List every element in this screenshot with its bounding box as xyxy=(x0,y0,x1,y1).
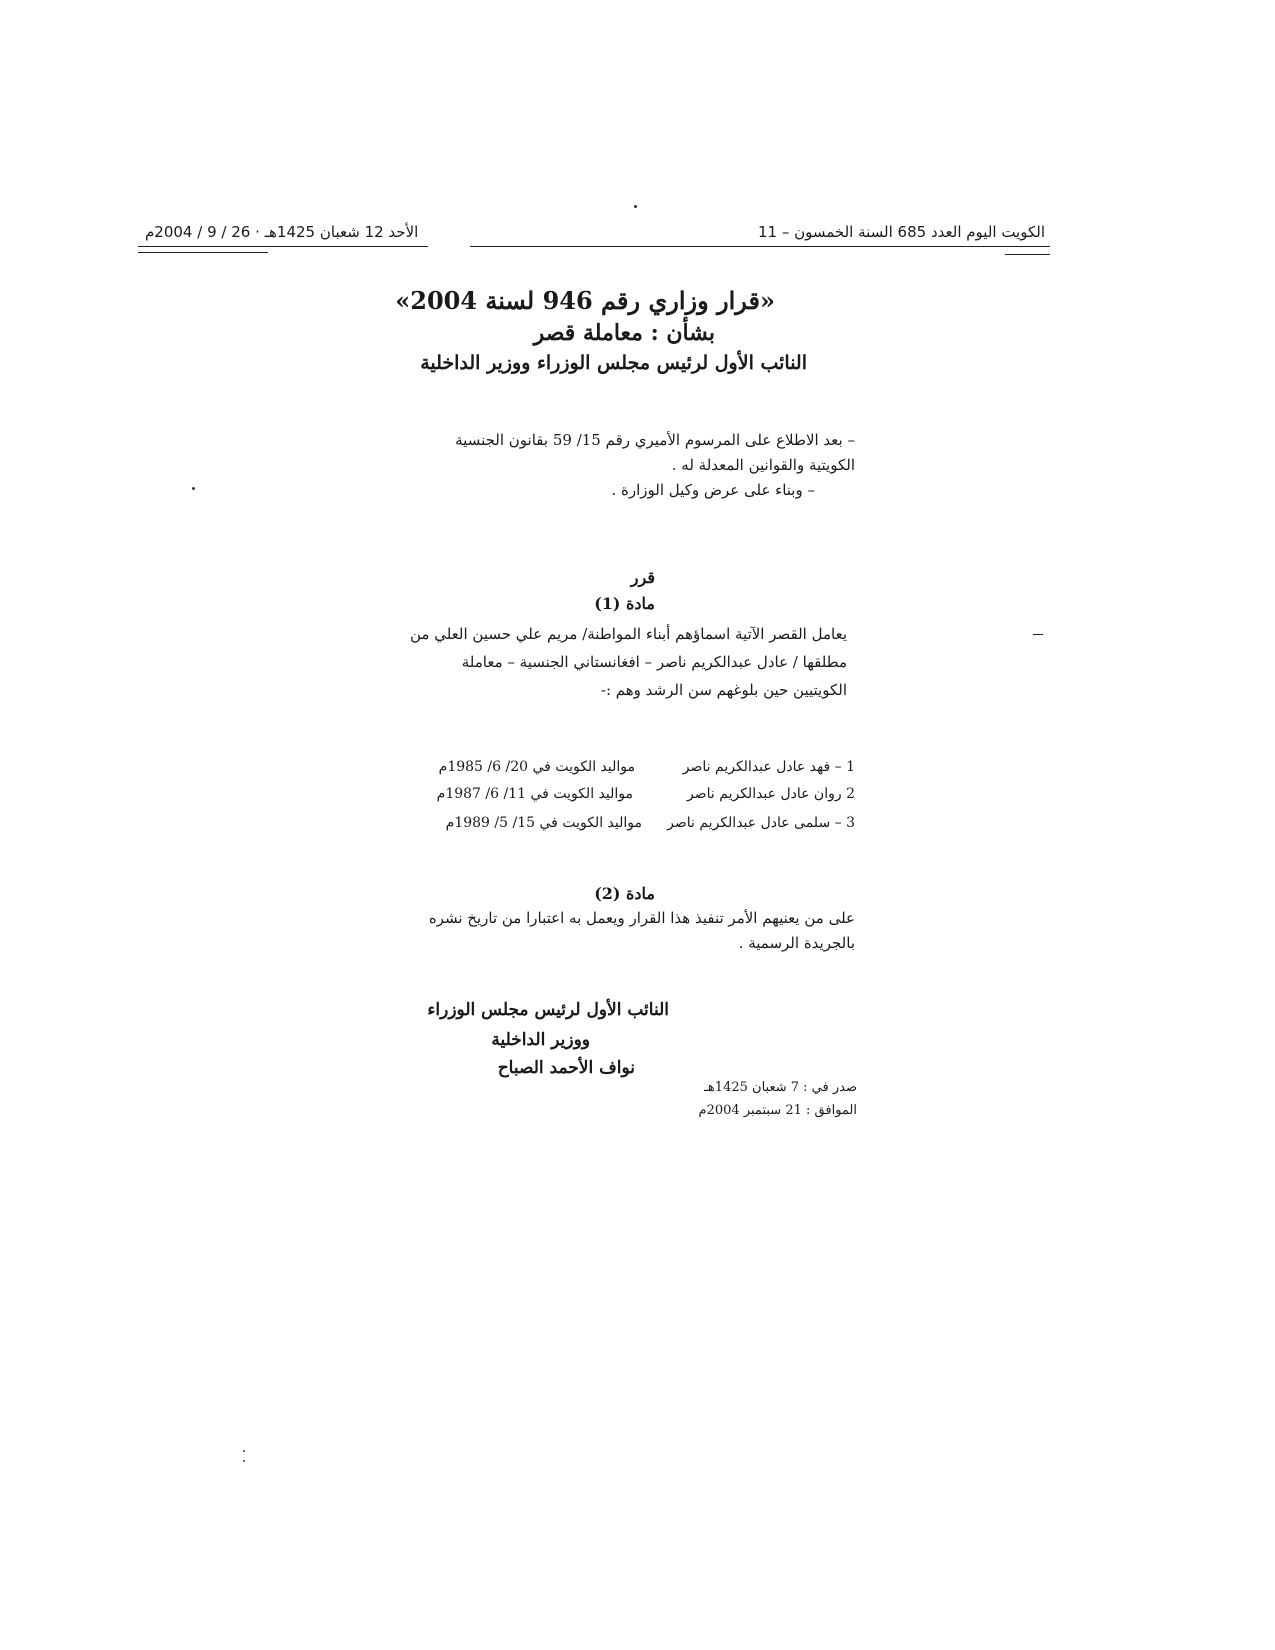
header-rule-left xyxy=(138,246,428,247)
issued-gregorian: الموافق : 21 سبتمبر 2004م xyxy=(698,1103,857,1118)
article-2-text: على من يعنيهم الأمر تنفيذ هذا القرار ويعمل به اعتبارا من تاريخ نشره بالجريدة الرسمية . xyxy=(428,909,855,952)
issued-hijri: صدر في : 7 شعبان 1425هـ xyxy=(704,1080,857,1095)
scan-speck xyxy=(634,205,637,208)
scan-speck-3 xyxy=(243,1450,245,1452)
person-2-birth: مواليد الكويت في 11/ 6/ 1987م xyxy=(436,786,633,802)
scan-speck-4 xyxy=(243,1460,245,1462)
header-rule-left-short xyxy=(138,252,268,253)
decided-heading: قرر xyxy=(630,568,655,587)
preamble-line-1: – بعد الاطلاع على المرسوم الأميري رقم 15/ 59 بقانون الجنسية الكويتية والقوانين المعدلة له . xyxy=(455,431,855,474)
article-1-heading: مادة (1) xyxy=(594,594,655,613)
person-2-name: 2 روان عادل عبدالكريم ناصر xyxy=(687,786,855,802)
header-rule-right-short xyxy=(1005,254,1050,255)
preamble xyxy=(425,428,855,503)
header-rule-right xyxy=(470,246,1050,247)
article-1-text: يعامل القصر الآتية اسماؤهم أبناء المواطنة/ مريم علي حسين العلي من مطلقها / عادل عبدالكريم ناصر – افغانستاني الجنسية – معاملة الكويتيين حين بلوغهم سن الرشد وهم :- xyxy=(409,625,847,699)
decree-subject: بشأن : معاملة قصر xyxy=(533,320,715,346)
signature-ministry: ووزير الداخلية xyxy=(491,1030,590,1050)
person-3-birth: مواليد الكويت في 15/ 5/ 1989م xyxy=(445,815,642,831)
scan-mark xyxy=(1033,634,1043,635)
header-publication-info: الكويت اليوم العدد 685 السنة الخمسون – 11 xyxy=(757,223,1045,241)
decree-issuer: النائب الأول لرئيس مجلس الوزراء ووزير الداخلية xyxy=(420,352,807,374)
article-2-heading: مادة (2) xyxy=(594,884,655,903)
decree-title: «قرار وزاري رقم 946 لسنة 2004» xyxy=(395,286,775,315)
person-1-name: 1 – فهد عادل عبدالكريم ناصر xyxy=(682,759,855,775)
scan-speck-2 xyxy=(192,487,195,490)
header-date: الأحد 12 شعبان 1425هـ · 26 / 9 / 2004م xyxy=(145,223,419,241)
person-3-name: 3 – سلمى عادل عبدالكريم ناصر xyxy=(667,815,855,831)
signature-name: نواف الأحمد الصباح xyxy=(497,1058,635,1078)
signature-title: النائب الأول لرئيس مجلس الوزراء xyxy=(427,1000,669,1020)
preamble-line-2: – وبناء على عرض وكيل الوزارة . xyxy=(611,481,815,499)
person-1-birth: مواليد الكويت في 20/ 6/ 1985م xyxy=(438,759,635,775)
